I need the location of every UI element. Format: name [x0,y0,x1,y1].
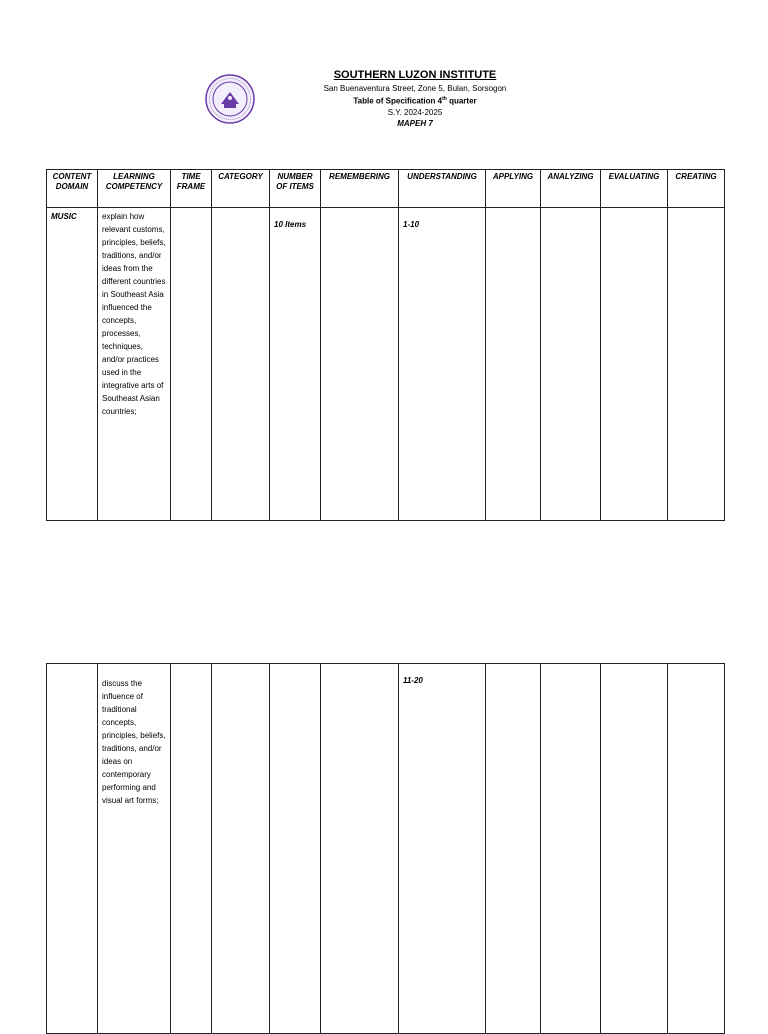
evaluating-cell [601,208,668,521]
content-domain-cell: MUSIC [47,208,98,521]
analyzing-cell [541,208,601,521]
table-row [47,664,725,1034]
school-address: San Buenaventura Street, Zone 5, Bulan, Sorsogon [323,84,507,93]
content-domain-cell [47,664,98,1034]
category-cell [212,664,270,1034]
document-header [200,70,570,132]
number-of-items-cell [270,664,321,1034]
understanding-cell: 1-10 [399,208,486,521]
column-header: UNDERSTANDING [399,170,486,208]
competency-cell: discuss the influence of traditional concepts, principles, beliefs, traditions, and/or ideas on contemporary performing and visual art forms; [98,664,171,1034]
column-header: LEARNING COMPETENCY [98,170,171,208]
header-text-block [270,70,560,129]
category-cell [212,208,270,521]
time-frame-cell [171,664,212,1034]
column-header: CONTENT DOMAIN [47,170,98,208]
remembering-cell [321,664,399,1034]
document-title [270,94,560,107]
competency-cell: explain how relevant customs, principles, beliefs, traditions, and/or ideas from the different countries in Southeast Asia influenced the concepts, processes, techniques, and/or practices used in the integrative arts of Southeast Asian countries; [98,208,171,521]
column-header: APPLYING [486,170,541,208]
creating-cell [668,664,725,1034]
title-suffix: quarter [446,96,477,106]
column-header: ANALYZING [541,170,601,208]
applying-cell [486,664,541,1034]
analyzing-cell [541,664,601,1034]
applying-cell [486,208,541,521]
column-header: EVALUATING [601,170,668,208]
creating-cell [668,208,725,521]
subject-title: MAPEH 7 [397,118,433,128]
school-seal-icon [205,74,255,124]
title-prefix: Table of Specification 4 [353,96,443,106]
column-header: CATEGORY [212,170,270,208]
specification-table [46,169,725,521]
school-year: S.Y. 2024-2025 [387,107,443,117]
title-superscript: th [442,96,447,102]
understanding-cell: 11-20 [399,664,486,1034]
time-frame-cell [171,208,212,521]
evaluating-cell [601,664,668,1034]
table-header-row [47,170,725,208]
column-header: NUMBER OF ITEMS [270,170,321,208]
column-header: CREATING [668,170,725,208]
number-of-items-cell: 10 Items [270,208,321,521]
column-header: REMEMBERING [321,170,399,208]
column-header: TIME FRAME [171,170,212,208]
specification-table-continued [46,663,725,1034]
table-row [47,208,725,521]
remembering-cell [321,208,399,521]
school-name: SOUTHERN LUZON INSTITUTE [333,69,497,81]
